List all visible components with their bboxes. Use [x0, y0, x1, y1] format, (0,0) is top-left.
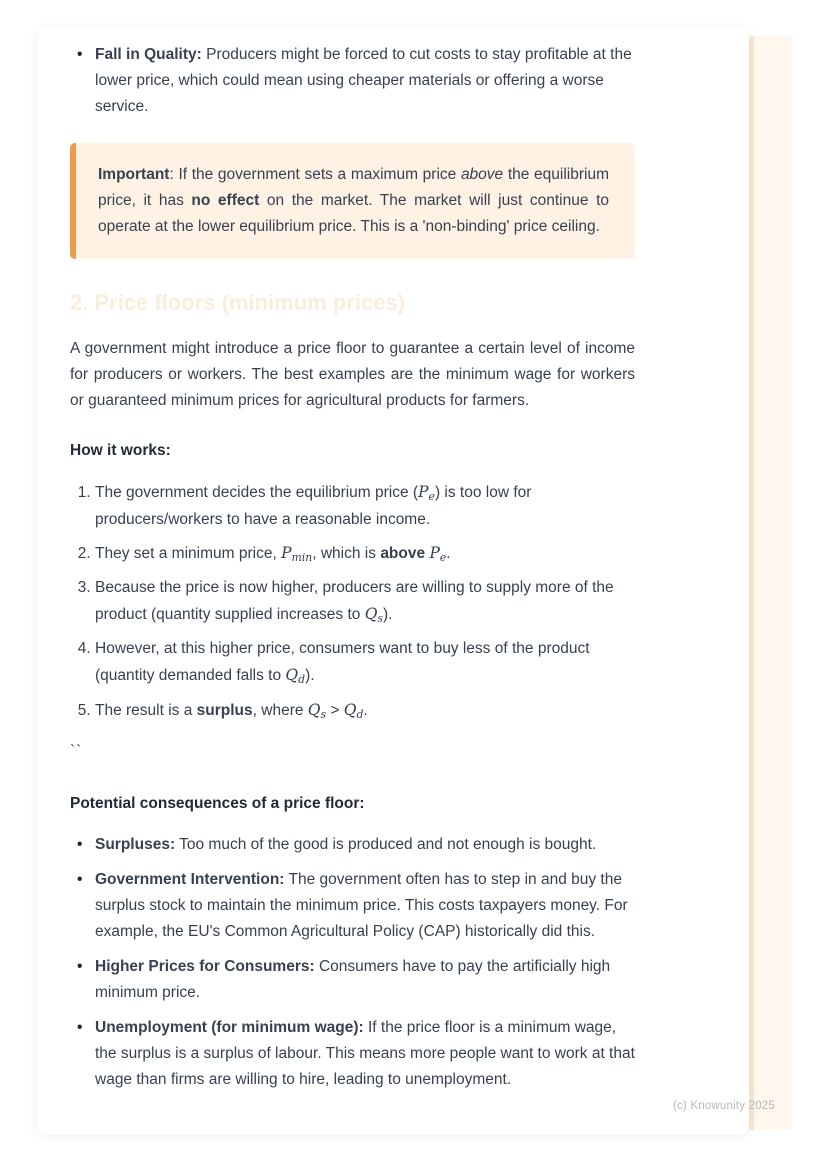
how-it-works-heading: How it works:: [70, 442, 171, 459]
step-item-3: 3. Because the price is now higher, producers are willing to supply more of the product (quantity supplied increases to $Q_s$).: [95, 575, 635, 629]
step-item-4: 4. However, at this higher price, consumers want to buy less of the product (quantity demanded falls to $Q_d$).: [95, 636, 635, 690]
intro-paragraph: A government might introduce a price floor to guarantee a certain level of income for producers or workers. The best examples are the minimum wage for workers or guaranteed minimum prices for agricultural products for farmers.: [70, 340, 635, 409]
section-heading-price-floors: 2. Price floors (minimum prices): [70, 290, 405, 315]
copyright-watermark: (c) Knowunity 2025: [672, 1100, 775, 1112]
bullet-fall-in-quality: • Fall in Quality: Producers might be forced to cut costs to stay profitable at the lower price, which could mean using cheaper materials or offering a worse service.: [70, 42, 635, 120]
step-item-5: 5. The result is a surplus, where $Q_s > Q_d$.: [95, 697, 635, 725]
document-page: [37, 28, 749, 1135]
important-callout-text: Important: If the government sets a maximum price above the equilibrium price, it has no effect on the market. The market will just continue to operate at the lower equilibrium price. This is a 'non-binding' price ceiling.: [98, 166, 609, 235]
stray-backticks: ``: [70, 743, 83, 760]
consequence-item-government-intervention: • Government Intervention: The government often has to step in and buy the surplus stock to maintain the minimum price. This costs taxpayers money. For example, the EU's Common Agricultural Policy (CAP) historically did this.: [70, 867, 635, 945]
consequence-item-higher-prices: • Higher Prices for Consumers: Consumers have to pay the artificially high minimum price.: [70, 954, 635, 1006]
top-bullet-list: [70, 42, 635, 120]
consequences-heading: Potential consequences of a price floor:: [70, 795, 365, 812]
next-page-edge: [748, 36, 792, 1130]
consequence-item-unemployment: • Unemployment (for minimum wage): If the price floor is a minimum wage, the surplus is a surplus of labour. This means more people want to work at that wage than firms are willing to hire, leading to unemployment.: [70, 1015, 635, 1093]
step-item-2: 2. They set a minimum price, $P_{min}$, which is above $P_e$.: [95, 540, 635, 568]
step-item-1: 1. The government decides the equilibrium price $(P_e)$ is too low for producers/workers to have a reasonable income.: [95, 479, 635, 533]
page-content: [37, 28, 749, 1093]
consequence-item-surpluses: • Surpluses: Too much of the good is produced and not enough is bought.: [70, 832, 635, 858]
important-callout: [70, 143, 635, 259]
steps-list: [70, 479, 635, 725]
consequences-list: [70, 832, 635, 1093]
